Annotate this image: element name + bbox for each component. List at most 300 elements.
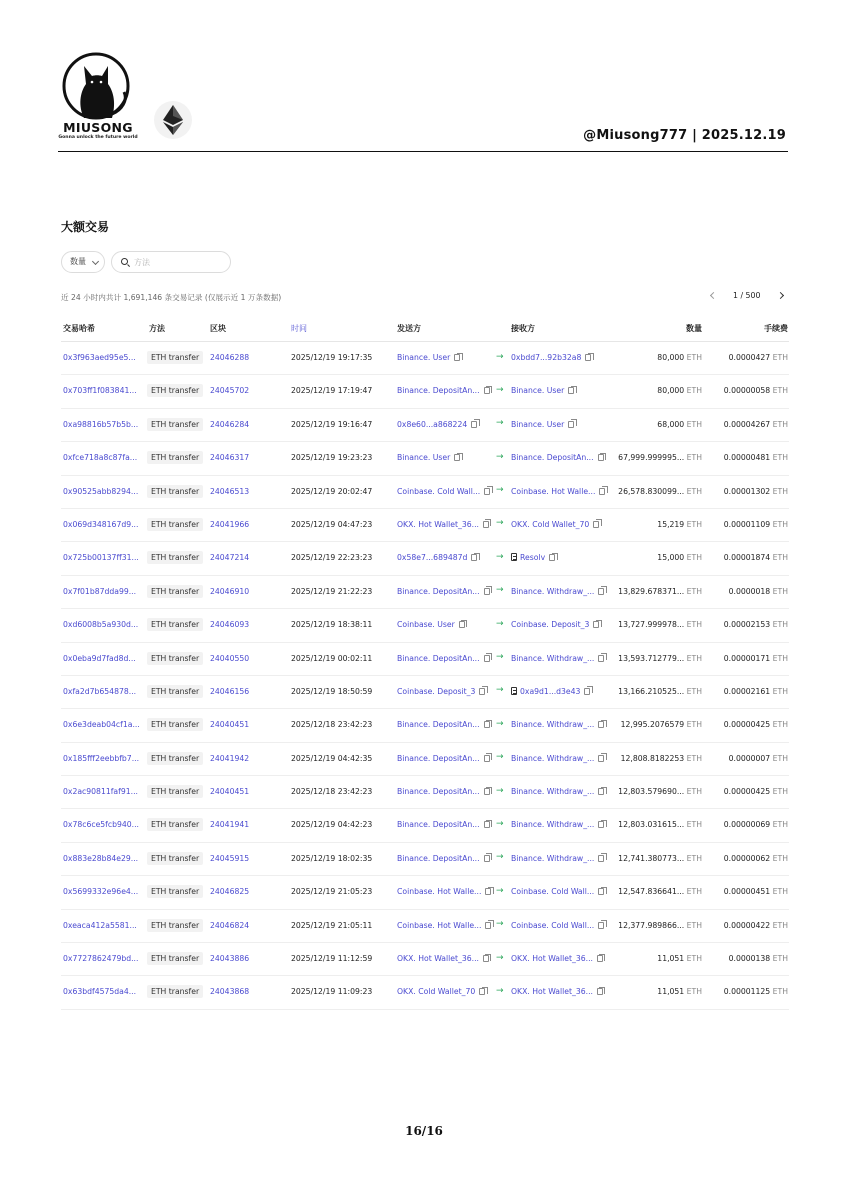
tx-time: 2025/12/19 04:42:35 — [291, 753, 373, 763]
sender-link[interactable]: Binance. DepositAn... — [397, 653, 480, 663]
page-title: 大额交易 — [61, 220, 110, 234]
table-row — [61, 876, 789, 909]
fee-unit: ETH — [772, 853, 788, 863]
copy-icon[interactable] — [484, 755, 490, 762]
amount-unit: ETH — [686, 419, 702, 429]
block-link[interactable]: 24041942 — [210, 753, 250, 763]
amount-number: 15,219 — [657, 519, 685, 529]
arrow-right-icon: → — [496, 485, 504, 496]
table-row — [61, 809, 789, 842]
amount-unit: ETH — [686, 787, 702, 797]
sender-link[interactable]: Coinbase. Hot Walle... — [397, 887, 482, 897]
copy-icon[interactable] — [471, 554, 477, 561]
sender-link[interactable]: Binance. DepositAn... — [397, 720, 480, 730]
receiver-link[interactable]: Coinbase. Hot Walle... — [511, 486, 596, 496]
amount-value — [657, 954, 702, 963]
sender-link[interactable]: Binance. DepositAn... — [397, 753, 480, 763]
amount-number: 13,166.210525... — [618, 686, 685, 696]
copy-icon[interactable] — [484, 655, 490, 662]
block-link[interactable]: 24040451 — [210, 787, 250, 797]
fee-number: 0.00000069 — [723, 820, 771, 830]
amount-unit: ETH — [686, 920, 702, 930]
tx-hash-link[interactable]: 0x7727862479bd... — [63, 954, 139, 964]
sender-cell — [397, 720, 490, 729]
page-indicator: 1 / 500 — [733, 291, 761, 300]
block-link[interactable]: 24047214 — [210, 553, 250, 563]
fee-unit: ETH — [772, 653, 788, 663]
amount-unit: ETH — [686, 620, 702, 630]
amount-number: 12,803.031615... — [618, 820, 685, 830]
block-link[interactable]: 24046317 — [210, 453, 250, 463]
arrow-right-icon: → — [496, 351, 504, 362]
receiver-link[interactable]: OKX. Hot Wallet_36... — [511, 987, 593, 997]
tx-time: 2025/12/19 18:02:35 — [291, 853, 373, 863]
amount-unit: ETH — [686, 353, 702, 362]
sender-link[interactable]: OKX. Hot Wallet_36... — [397, 954, 479, 964]
tx-time: 2025/12/19 20:02:47 — [291, 486, 373, 496]
copy-icon[interactable] — [485, 888, 491, 895]
tx-hash-link[interactable]: 0xfce718a8c87fa... — [63, 453, 138, 463]
receiver-link[interactable]: Coinbase. Cold Wall... — [511, 887, 595, 897]
amount-value — [657, 520, 702, 529]
amount-unit: ETH — [686, 386, 702, 396]
amount-unit: ETH — [686, 954, 702, 964]
receiver-cell — [511, 921, 604, 930]
sender-link[interactable]: Binance. DepositAn... — [397, 820, 480, 830]
copy-icon[interactable] — [599, 488, 605, 495]
copy-icon[interactable] — [598, 888, 604, 895]
amount-number: 80,000 — [657, 353, 685, 362]
amount-number: 12,803.579690... — [618, 787, 685, 797]
sender-cell — [397, 754, 490, 763]
tx-time: 2025/12/18 23:42:23 — [291, 787, 373, 797]
copy-icon[interactable] — [598, 588, 604, 595]
tx-hash-link[interactable]: 0x185fff2eebbfb7... — [63, 753, 140, 763]
amount-value — [618, 820, 702, 829]
fee-value — [724, 654, 788, 663]
amount-number: 13,829.678371... — [618, 586, 685, 596]
arrow-right-icon: → — [496, 685, 504, 696]
block-link[interactable]: 24046910 — [210, 586, 250, 596]
sender-cell — [397, 787, 490, 796]
fee-number: 0.00001109 — [723, 519, 771, 529]
method-badge: ETH transfer — [147, 351, 203, 364]
fee-unit: ETH — [772, 553, 788, 563]
tx-time: 2025/12/19 21:05:23 — [291, 887, 373, 897]
amount-unit: ETH — [686, 686, 702, 696]
table-row — [61, 976, 789, 1009]
copy-icon[interactable] — [568, 421, 574, 428]
table-row — [61, 910, 789, 943]
fee-number: 0.00000062 — [723, 853, 771, 863]
table-header — [61, 316, 789, 342]
search-box[interactable] — [111, 251, 231, 273]
amount-number: 12,808.8182253 — [620, 753, 685, 763]
block-link[interactable]: 24041966 — [210, 519, 250, 529]
fee-unit: ETH — [772, 720, 788, 730]
fee-number: 0.00001302 — [723, 486, 771, 496]
tx-time: 2025/12/19 18:38:11 — [291, 620, 373, 630]
copy-icon[interactable] — [598, 922, 604, 929]
receiver-cell — [511, 687, 590, 696]
arrow-right-icon: → — [496, 652, 504, 663]
block-link[interactable]: 24043868 — [210, 987, 250, 997]
amount-value — [618, 887, 702, 896]
receiver-cell — [511, 987, 603, 996]
tx-time: 2025/12/19 11:12:59 — [291, 954, 373, 964]
amount-number: 80,000 — [657, 386, 685, 396]
receiver-link[interactable]: Binance. Withdraw_... — [511, 653, 595, 663]
method-badge: ETH transfer — [147, 485, 203, 498]
block-link[interactable]: 24040550 — [210, 653, 250, 663]
method-badge: ETH transfer — [147, 384, 203, 397]
copy-icon[interactable] — [598, 755, 604, 762]
amount-unit: ETH — [686, 453, 702, 463]
copy-icon[interactable] — [584, 688, 590, 695]
receiver-link[interactable]: Binance. User — [511, 419, 565, 429]
block-link[interactable]: 24046513 — [210, 486, 250, 496]
copy-icon[interactable] — [479, 688, 485, 695]
block-link[interactable]: 24046825 — [210, 887, 250, 897]
receiver-link[interactable]: Binance. User — [511, 386, 565, 396]
receiver-link[interactable]: Binance. Withdraw_... — [511, 720, 595, 730]
fee-number: 0.00000481 — [723, 453, 771, 463]
fee-value — [724, 887, 788, 896]
amount-number: 12,547.836641... — [618, 887, 685, 897]
dropdown-label: 数量 — [70, 257, 86, 266]
sender-link[interactable]: Binance. DepositAn... — [397, 586, 480, 596]
copy-icon[interactable] — [454, 354, 460, 361]
sender-cell — [397, 620, 465, 629]
tx-time: 2025/12/19 04:47:23 — [291, 519, 373, 529]
copy-icon[interactable] — [484, 488, 490, 495]
tx-time: 2025/12/19 04:42:23 — [291, 820, 373, 830]
amount-value — [618, 687, 702, 696]
page-number: 16/16 — [405, 1124, 443, 1138]
tx-hash-link[interactable]: 0x703ff1f083841... — [63, 386, 137, 396]
block-link[interactable]: 24046284 — [210, 419, 250, 429]
logo-tagline: Gonna unlock the future world — [58, 135, 138, 140]
copy-icon[interactable] — [549, 554, 555, 561]
amount-number: 26,578.830099... — [618, 486, 685, 496]
receiver-link[interactable]: Binance. Withdraw_... — [511, 787, 595, 797]
column-header-fee: 手续费 — [764, 324, 788, 333]
amount-unit: ETH — [686, 753, 702, 763]
receiver-cell — [511, 420, 574, 429]
tx-time: 2025/12/19 17:19:47 — [291, 386, 373, 396]
method-badge: ETH transfer — [147, 418, 203, 431]
method-badge: ETH transfer — [147, 919, 203, 932]
fee-unit: ETH — [772, 486, 788, 496]
sender-link[interactable]: OKX. Hot Wallet_36... — [397, 519, 479, 529]
receiver-link[interactable]: Binance. Withdraw_... — [511, 586, 595, 596]
tx-hash-link[interactable]: 0x883e28b84e29... — [63, 853, 139, 863]
fee-number: 0.00000171 — [723, 653, 771, 663]
copy-icon[interactable] — [484, 821, 490, 828]
fee-value — [729, 754, 788, 763]
tx-hash-link[interactable]: 0xeaca412a5581... — [63, 920, 137, 930]
tx-time: 2025/12/19 19:17:35 — [291, 353, 373, 362]
fee-unit: ETH — [772, 753, 788, 763]
amount-value — [618, 787, 702, 796]
amount-value — [618, 453, 702, 462]
copy-icon[interactable] — [598, 655, 604, 662]
fee-number: 0.00000422 — [723, 920, 771, 930]
sender-link[interactable]: OKX. Cold Wallet_70 — [397, 987, 476, 997]
arrow-right-icon: → — [496, 752, 504, 763]
column-header-amount: 数量 — [686, 324, 702, 333]
tx-hash-link[interactable]: 0xfa2d7b654878... — [63, 686, 137, 696]
arrow-right-icon: → — [496, 418, 504, 429]
receiver-link[interactable]: 0xbdd7...92b32a8 — [511, 353, 582, 362]
tx-hash-link[interactable]: 0x63bdf4575da4... — [63, 987, 137, 997]
method-badge: ETH transfer — [147, 718, 203, 731]
receiver-link[interactable]: 0xa9d1...d3e43 — [520, 686, 581, 696]
block-link[interactable]: 24046093 — [210, 620, 250, 630]
method-badge: ETH transfer — [147, 818, 203, 831]
table-row — [61, 609, 789, 642]
sender-link[interactable]: Binance. User — [397, 453, 451, 463]
copy-icon[interactable] — [483, 955, 489, 962]
block-link[interactable]: 24046824 — [210, 920, 250, 930]
amount-value — [618, 587, 702, 596]
sender-link[interactable]: Coinbase. Cold Wall... — [397, 486, 481, 496]
arrow-right-icon: → — [496, 384, 504, 395]
receiver-link[interactable]: Coinbase. Deposit_3 — [511, 620, 590, 630]
sender-cell — [397, 854, 490, 863]
fee-value — [724, 386, 788, 395]
block-link[interactable]: 24043886 — [210, 954, 250, 964]
method-badge: ETH transfer — [147, 752, 203, 765]
amount-number: 12,995.2076579 — [620, 720, 685, 730]
fee-number: 0.0000007 — [728, 753, 771, 763]
copy-icon[interactable] — [598, 855, 604, 862]
tx-hash-link[interactable]: 0x725b00137ff31... — [63, 553, 139, 563]
sender-link[interactable]: Coinbase. Deposit_3 — [397, 686, 476, 696]
sender-link[interactable]: Coinbase. Hot Walle... — [397, 920, 482, 930]
copy-icon[interactable] — [597, 988, 603, 995]
fee-value — [724, 487, 788, 496]
chevron-left-icon[interactable] — [710, 292, 717, 299]
amount-number: 15,000 — [657, 553, 685, 563]
table-row — [61, 375, 789, 408]
tx-time: 2025/12/19 21:22:23 — [291, 586, 373, 596]
copy-icon[interactable] — [598, 721, 604, 728]
tx-hash-link[interactable]: 0x6e3deab04cf1a... — [63, 720, 140, 730]
sender-link[interactable]: 0x8e60...a868224 — [397, 419, 468, 429]
amount-unit: ETH — [686, 887, 702, 897]
tx-time: 2025/12/18 23:42:23 — [291, 720, 373, 730]
tx-hash-link[interactable]: 0x7f01b87dda99... — [63, 586, 137, 596]
copy-icon[interactable] — [459, 621, 465, 628]
method-badge: ETH transfer — [147, 451, 203, 464]
receiver-link[interactable]: OKX. Hot Wallet_36... — [511, 954, 593, 964]
contract-icon — [511, 687, 517, 695]
amount-unit: ETH — [686, 519, 702, 529]
chevron-right-icon[interactable] — [777, 292, 784, 299]
receiver-cell — [511, 954, 603, 963]
chevron-down-icon — [92, 258, 99, 265]
amount-value — [618, 487, 702, 496]
fee-unit: ETH — [772, 820, 788, 830]
amount-number: 12,741.380773... — [618, 853, 685, 863]
fee-unit: ETH — [772, 353, 788, 362]
arrow-right-icon: → — [496, 551, 504, 562]
amount-unit: ETH — [686, 653, 702, 663]
amount-unit: ETH — [686, 853, 702, 863]
tx-time: 2025/12/19 22:23:23 — [291, 553, 373, 563]
sender-cell — [397, 553, 477, 562]
amount-number: 11,051 — [657, 987, 685, 997]
fee-value — [724, 520, 788, 529]
copy-icon[interactable] — [484, 788, 490, 795]
tx-hash-link[interactable]: 0x0eba9d7fad8d... — [63, 653, 136, 663]
search-input[interactable] — [134, 255, 224, 269]
amount-value — [618, 620, 702, 629]
amount-unit: ETH — [686, 553, 702, 563]
tx-hash-link[interactable]: 0x069d348167d9... — [63, 519, 139, 529]
sender-cell — [397, 453, 460, 462]
column-header-time[interactable]: 时间 — [291, 324, 307, 333]
receiver-link[interactable]: Binance. Withdraw_... — [511, 853, 595, 863]
fee-value — [724, 420, 788, 429]
block-link[interactable]: 24040451 — [210, 720, 250, 730]
receiver-link[interactable]: Binance. Withdraw_... — [511, 820, 595, 830]
receiver-link[interactable]: Binance. DepositAn... — [511, 453, 594, 463]
tx-hash-link[interactable]: 0xd6008b5a930d... — [63, 620, 139, 630]
sender-cell — [397, 487, 490, 496]
tx-hash-link[interactable]: 0x78c6ce5fcb940... — [63, 820, 140, 830]
method-badge: ETH transfer — [147, 518, 203, 531]
column-header-to: 接收方 — [511, 324, 535, 333]
amount-unit: ETH — [686, 820, 702, 830]
copy-icon[interactable] — [483, 521, 489, 528]
tx-hash-link[interactable]: 0x2ac90811faf91... — [63, 787, 138, 797]
copy-icon[interactable] — [598, 821, 604, 828]
table-row — [61, 676, 789, 709]
receiver-cell — [511, 720, 604, 729]
sender-link[interactable]: Binance. DepositAn... — [397, 853, 480, 863]
sender-cell — [397, 420, 477, 429]
fee-number: 0.00000425 — [723, 787, 771, 797]
tx-hash-link[interactable]: 0xa98816b57b5b... — [63, 419, 139, 429]
sender-link[interactable]: 0x58e7...689487d — [397, 553, 468, 563]
amount-number: 13,727.999978... — [618, 620, 685, 630]
copy-icon[interactable] — [484, 588, 490, 595]
block-link[interactable]: 24045702 — [210, 386, 250, 396]
amount-value — [618, 921, 702, 930]
copy-icon[interactable] — [568, 387, 574, 394]
copy-icon[interactable] — [593, 521, 599, 528]
copy-icon[interactable] — [484, 721, 490, 728]
fee-number: 0.00000058 — [723, 386, 771, 396]
receiver-cell — [511, 520, 599, 529]
method-badge: ETH transfer — [147, 985, 203, 998]
block-link[interactable]: 24046156 — [210, 686, 250, 696]
sender-link[interactable]: Binance. DepositAn... — [397, 787, 480, 797]
copy-icon[interactable] — [585, 354, 591, 361]
fee-unit: ETH — [772, 620, 788, 630]
copy-icon[interactable] — [485, 922, 491, 929]
receiver-cell — [511, 353, 591, 362]
copy-icon[interactable] — [598, 788, 604, 795]
column-header-from: 发送方 — [397, 324, 421, 333]
receiver-cell — [511, 887, 604, 896]
fee-value — [724, 453, 788, 462]
sender-link[interactable]: Binance. User — [397, 353, 451, 362]
sender-link[interactable]: Coinbase. User — [397, 620, 455, 630]
method-badge: ETH transfer — [147, 585, 203, 598]
receiver-cell — [511, 386, 574, 395]
copy-icon[interactable] — [597, 955, 603, 962]
amount-unit: ETH — [686, 486, 702, 496]
fee-number: 0.00001125 — [723, 987, 771, 997]
sender-cell — [397, 687, 485, 696]
sender-link[interactable]: Binance. DepositAn... — [397, 386, 480, 396]
amount-unit: ETH — [686, 987, 702, 997]
copy-icon[interactable] — [471, 421, 477, 428]
copy-icon[interactable] — [593, 621, 599, 628]
fee-number: 0.00001874 — [723, 553, 771, 563]
receiver-link[interactable]: Binance. Withdraw_... — [511, 753, 595, 763]
arrow-right-icon: → — [496, 885, 504, 896]
block-link[interactable]: 24045915 — [210, 853, 250, 863]
copy-icon[interactable] — [484, 855, 490, 862]
copy-icon[interactable] — [479, 988, 485, 995]
tx-time: 2025/12/19 00:02:11 — [291, 653, 373, 663]
receiver-link[interactable]: Resolv — [520, 553, 546, 563]
copy-icon[interactable] — [484, 387, 490, 394]
amount-value — [621, 754, 702, 763]
receiver-link[interactable]: Coinbase. Cold Wall... — [511, 920, 595, 930]
fee-number: 0.00000451 — [723, 887, 771, 897]
sender-cell — [397, 987, 485, 996]
table-row — [61, 709, 789, 742]
fee-value — [724, 820, 788, 829]
copy-icon[interactable] — [454, 454, 460, 461]
amount-number: 13,593.712779... — [618, 653, 685, 663]
block-link[interactable]: 24046288 — [210, 353, 250, 362]
fee-number: 0.00004267 — [723, 419, 771, 429]
amount-unit: ETH — [686, 720, 702, 730]
amount-filter-dropdown[interactable] — [61, 251, 105, 273]
method-badge: ETH transfer — [147, 551, 203, 564]
method-badge: ETH transfer — [147, 785, 203, 798]
amount-value — [657, 987, 702, 996]
amount-number: 12,377.989866... — [618, 920, 685, 930]
fee-unit: ETH — [772, 586, 788, 596]
tx-hash-link[interactable]: 0x5699332e96e4... — [63, 887, 139, 897]
method-badge: ETH transfer — [147, 885, 203, 898]
arrow-right-icon: → — [496, 818, 504, 829]
arrow-right-icon: → — [496, 785, 504, 796]
receiver-cell — [511, 487, 605, 496]
tx-hash-link[interactable]: 0x3f963aed95e5... — [63, 353, 136, 362]
amount-value — [657, 420, 702, 429]
tx-time: 2025/12/19 19:23:23 — [291, 453, 373, 463]
tx-hash-link[interactable]: 0x90525abb8294... — [63, 486, 139, 496]
table-row — [61, 743, 789, 776]
amount-value — [618, 854, 702, 863]
amount-value — [657, 353, 702, 362]
table-row — [61, 342, 789, 375]
fee-unit: ETH — [772, 987, 788, 997]
receiver-link[interactable]: OKX. Cold Wallet_70 — [511, 519, 590, 529]
copy-icon[interactable] — [598, 454, 604, 461]
block-link[interactable]: 24041941 — [210, 820, 250, 830]
fee-number: 0.0000138 — [728, 954, 771, 964]
pagination — [705, 291, 789, 303]
